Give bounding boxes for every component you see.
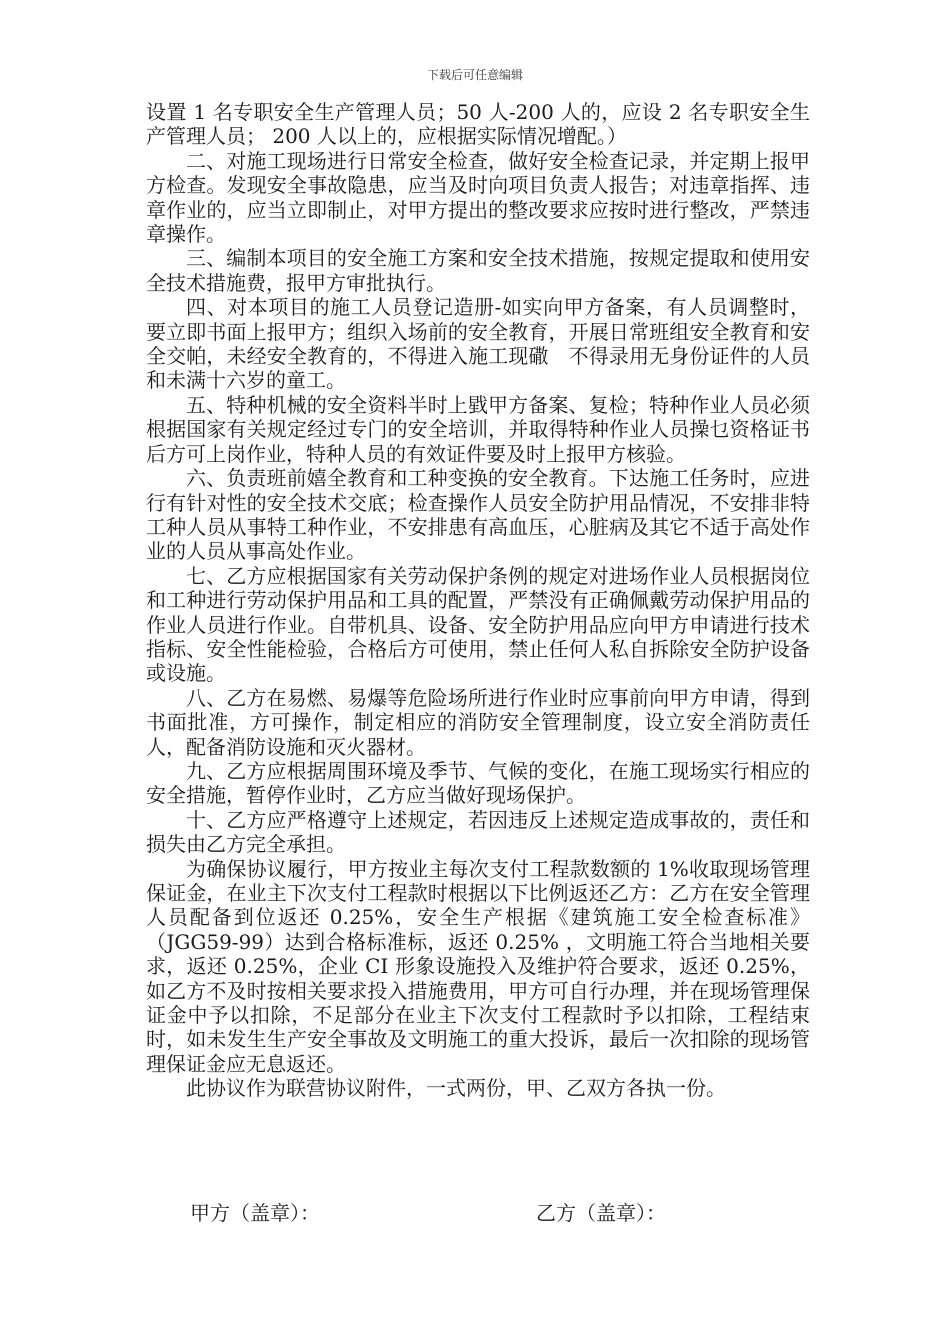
paragraph-deposit-terms: 为确保协议履行，甲方按业主每次支付工程款数额的 1%收取现场管理保证金，在业主下次支付工程款时根据以下比例返还乙方：乙方在安全管理人员配备到位返还 0.25%，安全生产根据《建筑施工安全检查标准》（JGG59-99）达到合格标准标，返还 0.25% ，文明施工符合当地相关要求，返还 0.25%，企业 CI 形象设施投入及维护符合要求，返还 0.25%，如乙方不及时按相关要求投入措施费用，甲方可自行办理，并在现场管理保证金中予以扣除，不足部分在业主下次支付工程款时予以扣除，工程结束时，如未发生生产安全事故及文明施工的重大投诉，最后一次扣除的现场管理保证金应无息返还。 bbox=[146, 856, 810, 1076]
paragraph-clause-4: 四、对本项目的施工人员登记造册-如实向甲方备案，有人员调整时，要立即书面上报甲方；组织入场前的安全教育，开展日常班组安全教育和安全交帕，未经安全教育的，不得进入施工现䃟 不得录用无身份证件的人员和未满十六岁的童工。 bbox=[146, 295, 810, 393]
paragraph-clause-3: 三、编制本项目的安全施工方案和安全技术措施，按规定提取和使用安全技术措施费，报甲方审批执行。 bbox=[146, 246, 810, 295]
paragraph-copies: 此协议作为联营协议附件，一式两份，甲、乙双方各执一份。 bbox=[186, 1076, 726, 1101]
party-a-seal-label: 甲方（盖章）： bbox=[190, 1201, 320, 1225]
paragraph-clause-10: 十、乙方应严格遵守上述规定，若因违反上述规定造成事故的，责任和损失由乙方完全承担。 bbox=[146, 807, 810, 857]
paragraph-clause-2: 二、对施工现场进行日常安全检查，做好安全检查记录，并定期上报甲方检查。发现安全事故隐患，应当及时向项目负责人报告；对违章指挥、违章作业的，应当立即制止，对甲方提出的整改要求应按时进行整改，严禁违章操作。 bbox=[146, 148, 810, 247]
signature-block bbox=[146, 1197, 810, 1223]
party-b-seal-label: 乙方（盖章）： bbox=[536, 1201, 666, 1225]
paragraph-clause-8: 八、乙方在易燃、易爆等危险场所进行作业时应事前向甲方申请，得到书面批准，方可操作，制定相应的消防安全管理制度，设立安全消防责任人，配备消防设施和灭火器材。 bbox=[146, 685, 810, 759]
paragraph-clause-5: 五、特种机械的安全资料半时上戥甲方备案、复检；特种作业人员必须根据国家有关规定经过专门的安全培训，并取得特种作业人员操乜资格证书后方可上岗作业，特种人员的有效证件要及时上报甲方核验。 bbox=[146, 392, 810, 466]
page-header: 下载后可任意编辑 bbox=[426, 68, 523, 82]
document-body bbox=[146, 100, 810, 1101]
paragraph-clause-9: 九、乙方应根据周围环境及季节、气候的变化，在施工现场实行相应的安全措施，暂停作业时，乙方应当做好现场保护。 bbox=[146, 758, 810, 808]
paragraph-staffing-continued: 设置 1 名专职安全生产管理人员；50 人-200 人的，应设 2 名专职安全生产管理人员； 200 人以上的，应根据实际情况增配。） bbox=[146, 100, 810, 149]
paragraph-clause-6: 六、负责班前嬉全教育和工种变换的安全教育。下达施工任务时，应进行有针对性的安全技术交底；检查操作人员安全防护用品情况，不安排非特工种人员从事特工种作业，不安排患有高血压，心脏病及其它不适于高处作业的人员从事高处作业。 bbox=[146, 466, 810, 564]
paragraph-clause-7: 七、乙方应根据国家有关劳动保护条例的规定对进场作业人员根据岗位和工种进行劳动保护用品和工具的配置，严禁没有正确佩戴劳动保护用品的作业人员进行作业。自带机具、设备、安全防护用品应向甲方申请进行技术指标、安全性能检验，合格后方可使用，禁止任何人私自拆除安全防护设备或设施。 bbox=[146, 563, 810, 686]
